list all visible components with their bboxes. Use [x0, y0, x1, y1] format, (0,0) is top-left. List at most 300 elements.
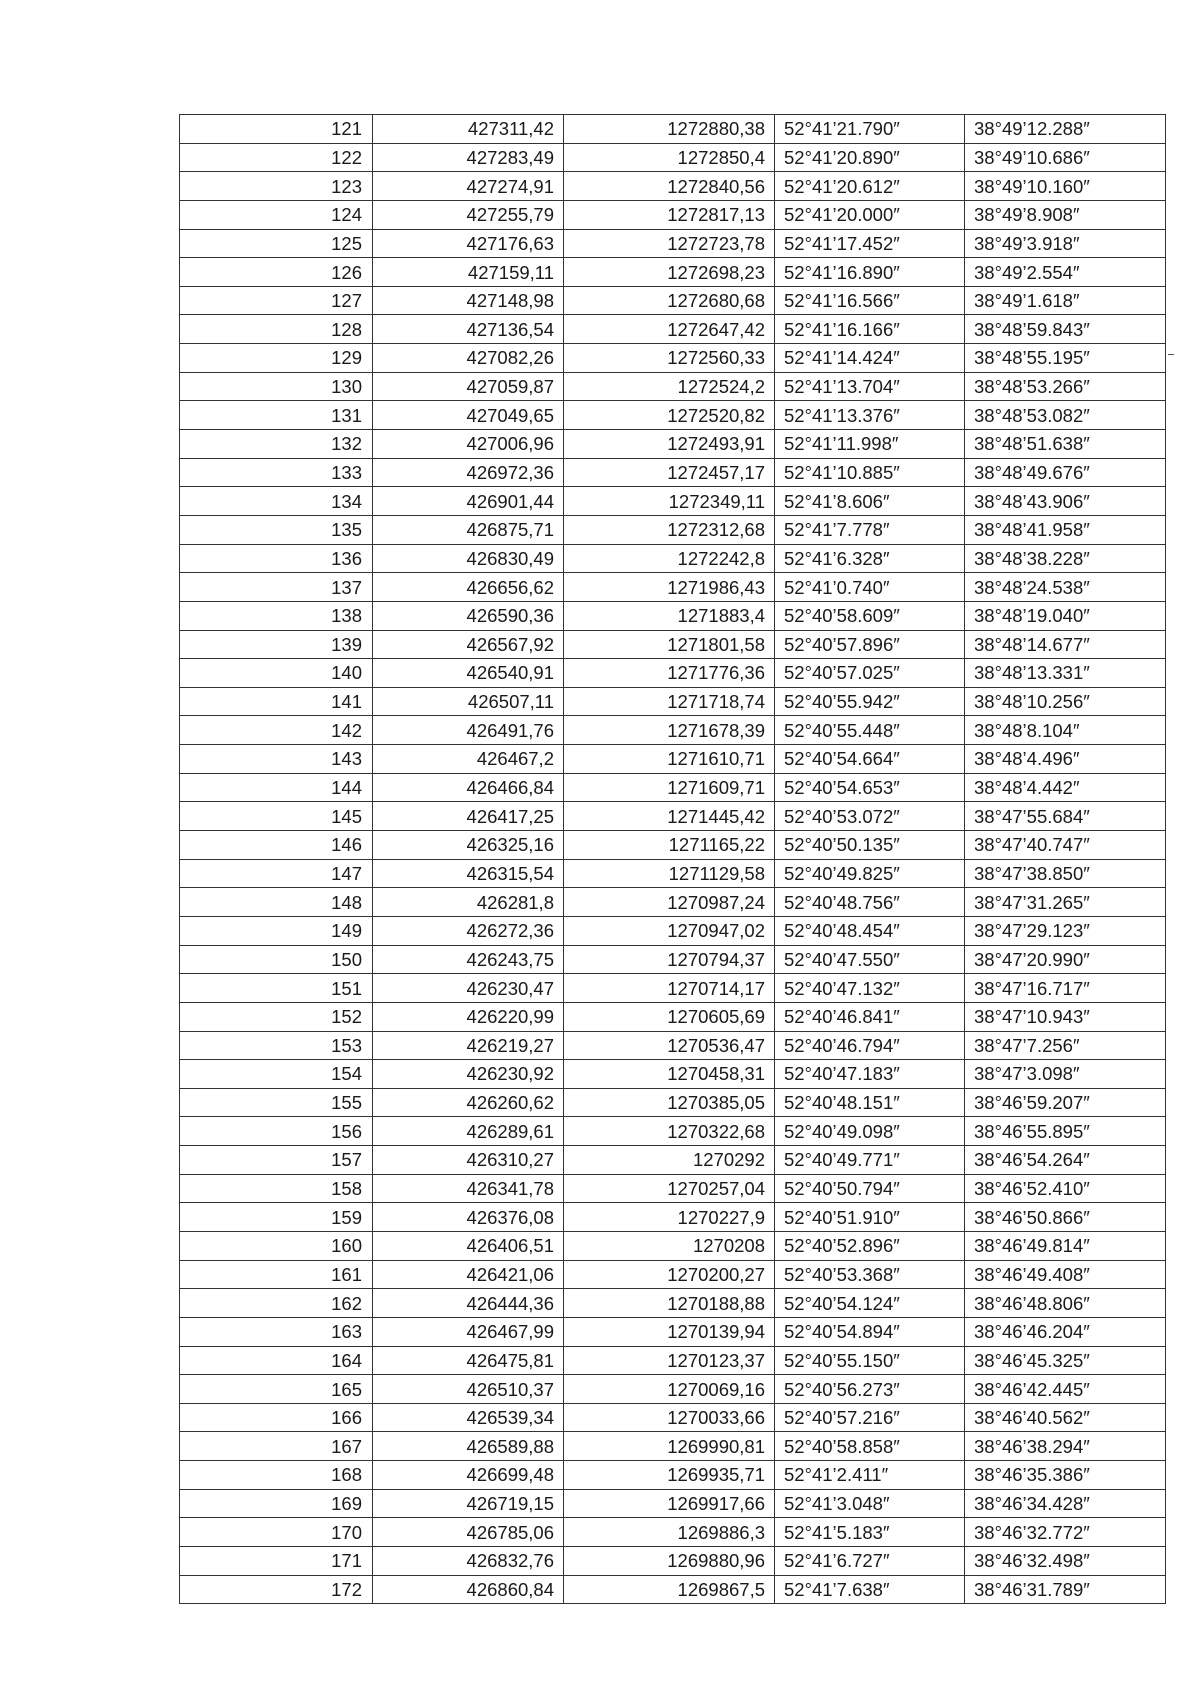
table-row: [180, 716, 1166, 745]
y-coordinate-cell: 1270987,24: [564, 888, 775, 917]
table-row: [180, 315, 1166, 344]
table-row: [180, 286, 1166, 315]
latitude-cell: 52°40’49.825″: [775, 859, 965, 888]
point-number-cell: 154: [180, 1060, 373, 1089]
longitude-cell: 38°47’29.123″: [965, 916, 1166, 945]
longitude-cell: 38°48’41.958″: [965, 515, 1166, 544]
longitude-cell: 38°48’24.538″: [965, 573, 1166, 602]
point-number-cell: 150: [180, 945, 373, 974]
y-coordinate-cell: 1272723,78: [564, 229, 775, 258]
x-coordinate-cell: 426467,99: [373, 1317, 564, 1346]
longitude-cell: 38°46’38.294″: [965, 1432, 1166, 1461]
y-coordinate-cell: 1271776,36: [564, 659, 775, 688]
table-row: [180, 1002, 1166, 1031]
longitude-cell: 38°46’59.207″: [965, 1088, 1166, 1117]
latitude-cell: 52°40’49.098″: [775, 1117, 965, 1146]
latitude-cell: 52°40’55.942″: [775, 687, 965, 716]
x-coordinate-cell: 427274,91: [373, 172, 564, 201]
latitude-cell: 52°40’48.454″: [775, 916, 965, 945]
x-coordinate-cell: 426444,36: [373, 1289, 564, 1318]
longitude-cell: 38°46’54.264″: [965, 1146, 1166, 1175]
x-coordinate-cell: 426491,76: [373, 716, 564, 745]
latitude-cell: 52°40’54.664″: [775, 745, 965, 774]
y-coordinate-cell: 1269935,71: [564, 1461, 775, 1490]
longitude-cell: 38°46’40.562″: [965, 1403, 1166, 1432]
table-row: [180, 1260, 1166, 1289]
latitude-cell: 52°40’54.894″: [775, 1317, 965, 1346]
latitude-cell: 52°40’55.150″: [775, 1346, 965, 1375]
table-row: [180, 1547, 1166, 1576]
x-coordinate-cell: 426785,06: [373, 1518, 564, 1547]
table-row: [180, 1146, 1166, 1175]
latitude-cell: 52°40’51.910″: [775, 1203, 965, 1232]
point-number-cell: 153: [180, 1031, 373, 1060]
latitude-cell: 52°41’10.885″: [775, 458, 965, 487]
latitude-cell: 52°41’13.704″: [775, 372, 965, 401]
point-number-cell: 164: [180, 1346, 373, 1375]
longitude-cell: 38°49’10.160″: [965, 172, 1166, 201]
latitude-cell: 52°41’6.328″: [775, 544, 965, 573]
longitude-cell: 38°48’59.843″: [965, 315, 1166, 344]
table-row: [180, 1403, 1166, 1432]
latitude-cell: 52°40’56.273″: [775, 1375, 965, 1404]
longitude-cell: 38°49’3.918″: [965, 229, 1166, 258]
x-coordinate-cell: 426243,75: [373, 945, 564, 974]
longitude-cell: 38°46’55.895″: [965, 1117, 1166, 1146]
y-coordinate-cell: 1271718,74: [564, 687, 775, 716]
x-coordinate-cell: 426901,44: [373, 487, 564, 516]
longitude-cell: 38°47’7.256″: [965, 1031, 1166, 1060]
longitude-cell: 38°48’8.104″: [965, 716, 1166, 745]
longitude-cell: 38°49’1.618″: [965, 286, 1166, 315]
y-coordinate-cell: 1272817,13: [564, 200, 775, 229]
x-coordinate-cell: 427082,26: [373, 344, 564, 373]
point-number-cell: 137: [180, 573, 373, 602]
table-row: [180, 172, 1166, 201]
latitude-cell: 52°41’0.740″: [775, 573, 965, 602]
y-coordinate-cell: 1270947,02: [564, 916, 775, 945]
x-coordinate-cell: 426507,11: [373, 687, 564, 716]
table-row: [180, 945, 1166, 974]
latitude-cell: 52°41’14.424″: [775, 344, 965, 373]
x-coordinate-cell: 426830,49: [373, 544, 564, 573]
x-coordinate-cell: 426540,91: [373, 659, 564, 688]
table-row: [180, 1031, 1166, 1060]
point-number-cell: 128: [180, 315, 373, 344]
x-coordinate-cell: 426376,08: [373, 1203, 564, 1232]
y-coordinate-cell: 1271129,58: [564, 859, 775, 888]
y-coordinate-cell: 1270227,9: [564, 1203, 775, 1232]
longitude-cell: 38°48’51.638″: [965, 430, 1166, 459]
y-coordinate-cell: 1271610,71: [564, 745, 775, 774]
table-row: [180, 401, 1166, 430]
point-number-cell: 167: [180, 1432, 373, 1461]
point-number-cell: 133: [180, 458, 373, 487]
point-number-cell: 144: [180, 773, 373, 802]
longitude-cell: 38°48’53.266″: [965, 372, 1166, 401]
y-coordinate-cell: 1270385,05: [564, 1088, 775, 1117]
y-coordinate-cell: 1272493,91: [564, 430, 775, 459]
x-coordinate-cell: 426281,8: [373, 888, 564, 917]
longitude-cell: 38°46’50.866″: [965, 1203, 1166, 1232]
point-number-cell: 168: [180, 1461, 373, 1490]
longitude-cell: 38°47’16.717″: [965, 974, 1166, 1003]
y-coordinate-cell: 1272680,68: [564, 286, 775, 315]
longitude-cell: 38°48’55.195″: [965, 344, 1166, 373]
point-number-cell: 126: [180, 258, 373, 287]
latitude-cell: 52°40’55.448″: [775, 716, 965, 745]
y-coordinate-cell: 1269917,66: [564, 1489, 775, 1518]
table-row: [180, 487, 1166, 516]
table-row: [180, 1489, 1166, 1518]
latitude-cell: 52°41’16.566″: [775, 286, 965, 315]
table-row: [180, 258, 1166, 287]
coordinates-table: [179, 114, 1166, 1604]
longitude-cell: 38°47’3.098″: [965, 1060, 1166, 1089]
latitude-cell: 52°40’57.216″: [775, 1403, 965, 1432]
y-coordinate-cell: 1270605,69: [564, 1002, 775, 1031]
x-coordinate-cell: 426466,84: [373, 773, 564, 802]
x-coordinate-cell: 426230,47: [373, 974, 564, 1003]
latitude-cell: 52°41’16.890″: [775, 258, 965, 287]
longitude-cell: 38°46’34.428″: [965, 1489, 1166, 1518]
table-row: [180, 344, 1166, 373]
y-coordinate-cell: 1272457,17: [564, 458, 775, 487]
y-coordinate-cell: 1272349,11: [564, 487, 775, 516]
x-coordinate-cell: 426972,36: [373, 458, 564, 487]
y-coordinate-cell: 1269990,81: [564, 1432, 775, 1461]
latitude-cell: 52°41’8.606″: [775, 487, 965, 516]
table-row: [180, 143, 1166, 172]
point-number-cell: 147: [180, 859, 373, 888]
latitude-cell: 52°41’20.000″: [775, 200, 965, 229]
x-coordinate-cell: 426860,84: [373, 1575, 564, 1604]
latitude-cell: 52°40’57.025″: [775, 659, 965, 688]
y-coordinate-cell: 1272850,4: [564, 143, 775, 172]
latitude-cell: 52°41’11.998″: [775, 430, 965, 459]
y-coordinate-cell: 1270200,27: [564, 1260, 775, 1289]
point-number-cell: 170: [180, 1518, 373, 1547]
x-coordinate-cell: 426875,71: [373, 515, 564, 544]
latitude-cell: 52°40’57.896″: [775, 630, 965, 659]
table-row: [180, 1203, 1166, 1232]
point-number-cell: 141: [180, 687, 373, 716]
point-number-cell: 122: [180, 143, 373, 172]
point-number-cell: 130: [180, 372, 373, 401]
point-number-cell: 145: [180, 802, 373, 831]
x-coordinate-cell: 426656,62: [373, 573, 564, 602]
x-coordinate-cell: 427136,54: [373, 315, 564, 344]
y-coordinate-cell: 1272647,42: [564, 315, 775, 344]
x-coordinate-cell: 426260,62: [373, 1088, 564, 1117]
longitude-cell: 38°48’4.496″: [965, 745, 1166, 774]
longitude-cell: 38°46’52.410″: [965, 1174, 1166, 1203]
y-coordinate-cell: 1269867,5: [564, 1575, 775, 1604]
longitude-cell: 38°46’31.789″: [965, 1575, 1166, 1604]
y-coordinate-cell: 1272520,82: [564, 401, 775, 430]
y-coordinate-cell: 1269880,96: [564, 1547, 775, 1576]
point-number-cell: 135: [180, 515, 373, 544]
point-number-cell: 172: [180, 1575, 373, 1604]
point-number-cell: 129: [180, 344, 373, 373]
latitude-cell: 52°41’21.790″: [775, 115, 965, 144]
longitude-cell: 38°46’49.814″: [965, 1231, 1166, 1260]
point-number-cell: 146: [180, 831, 373, 860]
y-coordinate-cell: 1272312,68: [564, 515, 775, 544]
y-coordinate-cell: 1271445,42: [564, 802, 775, 831]
x-coordinate-cell: 426310,27: [373, 1146, 564, 1175]
table-row: [180, 1289, 1166, 1318]
longitude-cell: 38°46’32.772″: [965, 1518, 1166, 1547]
table-row: [180, 859, 1166, 888]
x-coordinate-cell: 426325,16: [373, 831, 564, 860]
x-coordinate-cell: 427006,96: [373, 430, 564, 459]
table-row: [180, 1174, 1166, 1203]
point-number-cell: 124: [180, 200, 373, 229]
y-coordinate-cell: 1271678,39: [564, 716, 775, 745]
y-coordinate-cell: 1272242,8: [564, 544, 775, 573]
scan-mark: [1168, 354, 1174, 355]
y-coordinate-cell: 1270033,66: [564, 1403, 775, 1432]
y-coordinate-cell: 1270257,04: [564, 1174, 775, 1203]
table-row: [180, 200, 1166, 229]
latitude-cell: 52°40’46.841″: [775, 1002, 965, 1031]
y-coordinate-cell: 1271165,22: [564, 831, 775, 860]
y-coordinate-cell: 1270794,37: [564, 945, 775, 974]
latitude-cell: 52°41’2.411″: [775, 1461, 965, 1490]
longitude-cell: 38°48’53.082″: [965, 401, 1166, 430]
x-coordinate-cell: 427049,65: [373, 401, 564, 430]
table-row: [180, 974, 1166, 1003]
y-coordinate-cell: 1272840,56: [564, 172, 775, 201]
point-number-cell: 155: [180, 1088, 373, 1117]
latitude-cell: 52°40’49.771″: [775, 1146, 965, 1175]
y-coordinate-cell: 1269886,3: [564, 1518, 775, 1547]
point-number-cell: 156: [180, 1117, 373, 1146]
y-coordinate-cell: 1270123,37: [564, 1346, 775, 1375]
x-coordinate-cell: 426475,81: [373, 1346, 564, 1375]
table-row: [180, 1117, 1166, 1146]
y-coordinate-cell: 1272524,2: [564, 372, 775, 401]
latitude-cell: 52°40’47.132″: [775, 974, 965, 1003]
point-number-cell: 148: [180, 888, 373, 917]
longitude-cell: 38°48’43.906″: [965, 487, 1166, 516]
longitude-cell: 38°46’45.325″: [965, 1346, 1166, 1375]
latitude-cell: 52°41’3.048″: [775, 1489, 965, 1518]
latitude-cell: 52°40’52.896″: [775, 1231, 965, 1260]
longitude-cell: 38°49’10.686″: [965, 143, 1166, 172]
x-coordinate-cell: 426421,06: [373, 1260, 564, 1289]
x-coordinate-cell: 426589,88: [373, 1432, 564, 1461]
y-coordinate-cell: 1270208: [564, 1231, 775, 1260]
latitude-cell: 52°40’54.124″: [775, 1289, 965, 1318]
y-coordinate-cell: 1270139,94: [564, 1317, 775, 1346]
table-row: [180, 831, 1166, 860]
x-coordinate-cell: 426699,48: [373, 1461, 564, 1490]
table-row: [180, 601, 1166, 630]
longitude-cell: 38°47’38.850″: [965, 859, 1166, 888]
longitude-cell: 38°46’49.408″: [965, 1260, 1166, 1289]
longitude-cell: 38°47’20.990″: [965, 945, 1166, 974]
longitude-cell: 38°47’10.943″: [965, 1002, 1166, 1031]
table-row: [180, 1461, 1166, 1490]
x-coordinate-cell: 426567,92: [373, 630, 564, 659]
table-row: [180, 1317, 1166, 1346]
y-coordinate-cell: 1272880,38: [564, 115, 775, 144]
coordinates-table-body: [180, 115, 1166, 1604]
latitude-cell: 52°41’20.890″: [775, 143, 965, 172]
x-coordinate-cell: 427159,11: [373, 258, 564, 287]
latitude-cell: 52°40’50.135″: [775, 831, 965, 860]
y-coordinate-cell: 1270322,68: [564, 1117, 775, 1146]
longitude-cell: 38°49’2.554″: [965, 258, 1166, 287]
latitude-cell: 52°40’58.609″: [775, 601, 965, 630]
table-row: [180, 229, 1166, 258]
longitude-cell: 38°46’46.204″: [965, 1317, 1166, 1346]
y-coordinate-cell: 1271883,4: [564, 601, 775, 630]
latitude-cell: 52°40’48.756″: [775, 888, 965, 917]
point-number-cell: 160: [180, 1231, 373, 1260]
point-number-cell: 151: [180, 974, 373, 1003]
point-number-cell: 140: [180, 659, 373, 688]
x-coordinate-cell: 426315,54: [373, 859, 564, 888]
table-row: [180, 573, 1166, 602]
longitude-cell: 38°46’48.806″: [965, 1289, 1166, 1318]
table-row: [180, 1088, 1166, 1117]
table-row: [180, 630, 1166, 659]
y-coordinate-cell: 1271609,71: [564, 773, 775, 802]
latitude-cell: 52°41’5.183″: [775, 1518, 965, 1547]
point-number-cell: 158: [180, 1174, 373, 1203]
point-number-cell: 139: [180, 630, 373, 659]
x-coordinate-cell: 427255,79: [373, 200, 564, 229]
latitude-cell: 52°40’50.794″: [775, 1174, 965, 1203]
latitude-cell: 52°40’53.368″: [775, 1260, 965, 1289]
point-number-cell: 125: [180, 229, 373, 258]
x-coordinate-cell: 426220,99: [373, 1002, 564, 1031]
latitude-cell: 52°41’6.727″: [775, 1547, 965, 1576]
latitude-cell: 52°41’13.376″: [775, 401, 965, 430]
x-coordinate-cell: 427283,49: [373, 143, 564, 172]
table-row: [180, 1060, 1166, 1089]
longitude-cell: 38°48’4.442″: [965, 773, 1166, 802]
table-row: [180, 916, 1166, 945]
table-row: [180, 458, 1166, 487]
x-coordinate-cell: 427148,98: [373, 286, 564, 315]
x-coordinate-cell: 426467,2: [373, 745, 564, 774]
y-coordinate-cell: 1270292: [564, 1146, 775, 1175]
x-coordinate-cell: 427311,42: [373, 115, 564, 144]
latitude-cell: 52°41’16.166″: [775, 315, 965, 344]
x-coordinate-cell: 426510,37: [373, 1375, 564, 1404]
longitude-cell: 38°46’35.386″: [965, 1461, 1166, 1490]
point-number-cell: 166: [180, 1403, 373, 1432]
point-number-cell: 169: [180, 1489, 373, 1518]
y-coordinate-cell: 1270536,47: [564, 1031, 775, 1060]
latitude-cell: 52°40’54.653″: [775, 773, 965, 802]
latitude-cell: 52°40’53.072″: [775, 802, 965, 831]
y-coordinate-cell: 1272560,33: [564, 344, 775, 373]
longitude-cell: 38°47’31.265″: [965, 888, 1166, 917]
point-number-cell: 165: [180, 1375, 373, 1404]
point-number-cell: 127: [180, 286, 373, 315]
latitude-cell: 52°40’47.550″: [775, 945, 965, 974]
point-number-cell: 121: [180, 115, 373, 144]
table-row: [180, 372, 1166, 401]
x-coordinate-cell: 426417,25: [373, 802, 564, 831]
table-row: [180, 1231, 1166, 1260]
point-number-cell: 123: [180, 172, 373, 201]
table-row: [180, 1375, 1166, 1404]
point-number-cell: 163: [180, 1317, 373, 1346]
x-coordinate-cell: 426539,34: [373, 1403, 564, 1432]
longitude-cell: 38°49’8.908″: [965, 200, 1166, 229]
latitude-cell: 52°41’7.638″: [775, 1575, 965, 1604]
table-row: [180, 515, 1166, 544]
latitude-cell: 52°41’7.778″: [775, 515, 965, 544]
table-row: [180, 1432, 1166, 1461]
table-row: [180, 430, 1166, 459]
y-coordinate-cell: 1270188,88: [564, 1289, 775, 1318]
table-row: [180, 1575, 1166, 1604]
table-row: [180, 1346, 1166, 1375]
longitude-cell: 38°47’40.747″: [965, 831, 1166, 860]
latitude-cell: 52°40’47.183″: [775, 1060, 965, 1089]
x-coordinate-cell: 426719,15: [373, 1489, 564, 1518]
table-row: [180, 773, 1166, 802]
table-row: [180, 659, 1166, 688]
point-number-cell: 161: [180, 1260, 373, 1289]
point-number-cell: 149: [180, 916, 373, 945]
latitude-cell: 52°40’48.151″: [775, 1088, 965, 1117]
point-number-cell: 157: [180, 1146, 373, 1175]
x-coordinate-cell: 426289,61: [373, 1117, 564, 1146]
longitude-cell: 38°49’12.288″: [965, 115, 1166, 144]
x-coordinate-cell: 426230,92: [373, 1060, 564, 1089]
x-coordinate-cell: 427059,87: [373, 372, 564, 401]
point-number-cell: 131: [180, 401, 373, 430]
point-number-cell: 171: [180, 1547, 373, 1576]
table-row: [180, 888, 1166, 917]
point-number-cell: 142: [180, 716, 373, 745]
point-number-cell: 162: [180, 1289, 373, 1318]
longitude-cell: 38°46’32.498″: [965, 1547, 1166, 1576]
x-coordinate-cell: 426272,36: [373, 916, 564, 945]
x-coordinate-cell: 426590,36: [373, 601, 564, 630]
point-number-cell: 132: [180, 430, 373, 459]
longitude-cell: 38°48’14.677″: [965, 630, 1166, 659]
y-coordinate-cell: 1270069,16: [564, 1375, 775, 1404]
x-coordinate-cell: 426341,78: [373, 1174, 564, 1203]
y-coordinate-cell: 1271801,58: [564, 630, 775, 659]
latitude-cell: 52°41’20.612″: [775, 172, 965, 201]
x-coordinate-cell: 426406,51: [373, 1231, 564, 1260]
table-row: [180, 802, 1166, 831]
table-row: [180, 745, 1166, 774]
longitude-cell: 38°48’38.228″: [965, 544, 1166, 573]
latitude-cell: 52°40’58.858″: [775, 1432, 965, 1461]
point-number-cell: 136: [180, 544, 373, 573]
longitude-cell: 38°48’10.256″: [965, 687, 1166, 716]
point-number-cell: 159: [180, 1203, 373, 1232]
x-coordinate-cell: 426832,76: [373, 1547, 564, 1576]
point-number-cell: 138: [180, 601, 373, 630]
longitude-cell: 38°47’55.684″: [965, 802, 1166, 831]
y-coordinate-cell: 1272698,23: [564, 258, 775, 287]
latitude-cell: 52°41’17.452″: [775, 229, 965, 258]
y-coordinate-cell: 1270458,31: [564, 1060, 775, 1089]
point-number-cell: 143: [180, 745, 373, 774]
